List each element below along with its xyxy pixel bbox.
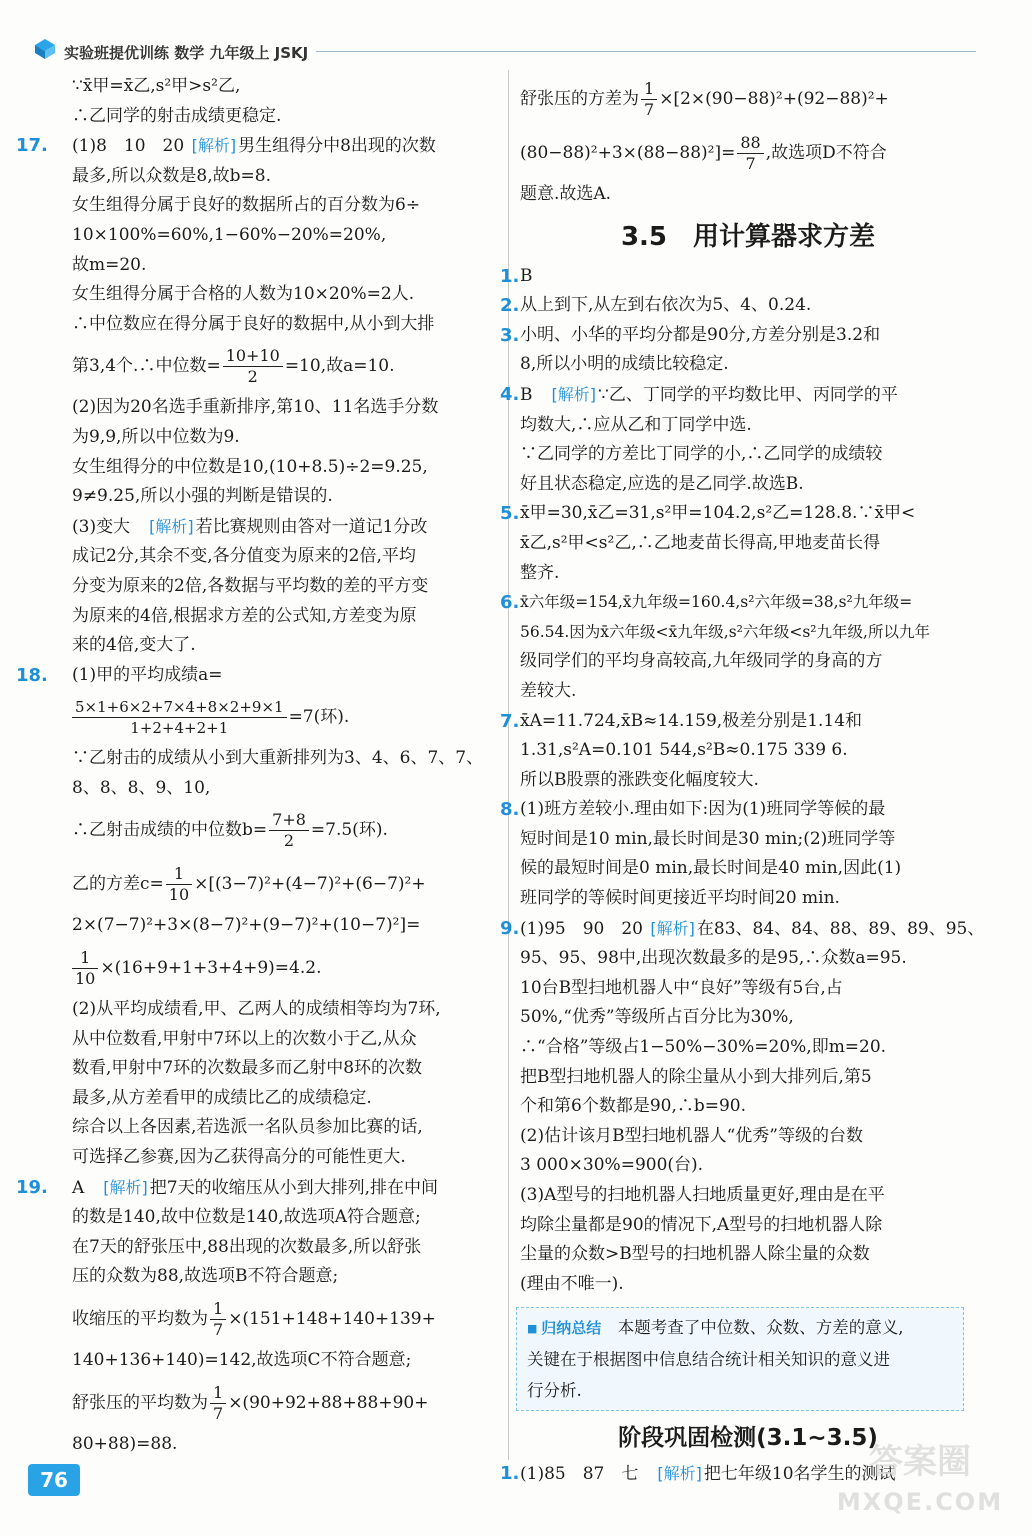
text-line: 在7天的舒张压中,88出现的次数最多,所以舒张 bbox=[72, 1236, 422, 1257]
fraction: $\frac{5\times 1+6\times 2+7\times 4+8\times 2+9\times 1}{1+2+4+2+1}$ bbox=[72, 697, 287, 738]
text-line: 3 000×30%=900(台). bbox=[520, 1155, 704, 1176]
text-line: 均除尘量都是90的情况下,A型号的扫地机器人除 bbox=[520, 1214, 883, 1235]
answer-item: 1. B bbox=[520, 262, 976, 292]
text-line: 10台B型扫地机器人中“良好”等级有5台,占 bbox=[520, 977, 843, 998]
fraction: $\frac{1}{7}$ bbox=[210, 1299, 226, 1340]
text-line: ∴“合格”等级占1−50%−30%=20%,即m=20. bbox=[520, 1037, 887, 1058]
answer-item: 1. (1)85 87 七 [ 解析 ] 把七年级10名学生的测试 bbox=[520, 1459, 976, 1490]
section-title: 阶段巩固检测(3.1~3.5) bbox=[618, 1425, 878, 1452]
text-line: 女生组得分属于良好的数据所占的百分数为6÷ bbox=[72, 195, 421, 216]
text-line: ∴乙同学的射击成绩更稳定. bbox=[72, 105, 282, 126]
text-line: 可选择乙参赛,因为乙获得高分的可能性更大. bbox=[72, 1147, 406, 1168]
question-number: 7. bbox=[500, 710, 520, 732]
mean-formula-line: 收缩压的平均数为 $\frac{1}{7}$ ×(151+148+140+139+ bbox=[72, 1299, 436, 1339]
text-line: 为9,9,所以中位数为9. bbox=[72, 426, 240, 447]
variance-formula-line: 乙的方差c= $\frac{1}{10}$ ×[(3−7)²+(4−7)²+(6−7)²+ bbox=[72, 864, 426, 905]
variance-formula-line: 舒张压的方差为 $\frac{1}{7}$ ×[2×(90−88)²+(92−88)²+ bbox=[520, 79, 889, 119]
text-line: x̄乙,s²甲<s²乙,∴乙地麦苗长得高,甲地麦苗长得 bbox=[520, 532, 881, 553]
fraction: $\frac{1}{7}$ bbox=[641, 79, 657, 120]
fraction: $\frac{7+8}{2}$ bbox=[269, 810, 309, 851]
text-line: 行分析. bbox=[527, 1381, 582, 1401]
summary-tag: ■ 归纳总结 bbox=[527, 1319, 601, 1337]
text-line: 班同学的等候时间更接近平均时间20 min. bbox=[520, 888, 840, 909]
question-number: 6. bbox=[500, 592, 520, 614]
section-title: 3.5 用计算器求方差 bbox=[620, 221, 876, 252]
fraction: $\frac{88}{7}$ bbox=[737, 133, 763, 174]
page-number: 76 bbox=[28, 1464, 80, 1496]
question-number: 18. bbox=[16, 664, 48, 686]
text-line: 9≠9.25,所以小强的判断是错误的. bbox=[72, 486, 333, 507]
text-line: 2×(7−7)²+3×(8−7)²+(9−7)²+(10−7)²]= bbox=[72, 915, 421, 936]
text-line: 来的4倍,变大了. bbox=[72, 635, 196, 656]
text-line: (理由不唯一). bbox=[520, 1273, 624, 1294]
text-line: 把B型扫地机器人的除尘量从小到大排列后,第5 bbox=[520, 1066, 872, 1087]
answer-item: 7. x̄A=11.724,x̄B≈14.159,极差分别是1.14和 bbox=[520, 707, 976, 737]
variance-result-line: (80−88)²+3×(88−88)²]= $\frac{88}{7}$ ,故选项D不符合 bbox=[520, 133, 887, 173]
watermark: 答案圈 MXQE.COM bbox=[836, 1442, 1004, 1516]
text-line: (2)估计该月B型扫地机器人“优秀”等级的台数 bbox=[520, 1125, 863, 1146]
text-line: ∴中位数应在得分属于良好的数据中,从小到大排 bbox=[72, 313, 435, 334]
text-line: 为原来的4倍,根据求方差的公式知,方差变为原 bbox=[72, 605, 417, 626]
text-line: 80+88)=88. bbox=[72, 1433, 178, 1454]
answer-item: 5. x̄甲=30,x̄乙=31,s²甲=104.2,s²乙=128.8.∵x̄甲< bbox=[520, 499, 976, 529]
text-line: 56.54.因为x̄六年级<x̄九年级,s²六年级<s²九年级,所以九年 bbox=[520, 622, 930, 641]
text-line: 数看,甲射中7环的次数最多而乙射中8环的次数 bbox=[72, 1058, 423, 1079]
mean-formula-line: 舒张压的平均数为 $\frac{1}{7}$ ×(90+92+88+88+90+ bbox=[72, 1382, 429, 1423]
left-column bbox=[16, 72, 496, 1459]
question-number: 1. bbox=[500, 1463, 520, 1485]
fraction: $\frac{1}{10}$ bbox=[72, 948, 98, 989]
text-line: 最多,从方差看甲的成绩比乙的成绩稳定. bbox=[72, 1087, 372, 1108]
text-line: 差较大. bbox=[520, 680, 577, 701]
book-title: 实验班提优训练 数学 九年级上 JSKJ bbox=[64, 44, 309, 62]
text-line: 故m=20. bbox=[72, 254, 147, 275]
analysis-tag: [ 解析 ] bbox=[648, 919, 697, 938]
question-number: 4. bbox=[500, 383, 520, 405]
text-line: 候的最短时间是0 min,最长时间是40 min,因此(1) bbox=[520, 858, 902, 879]
mean-formula-line: $\frac{5\times 1+6\times 2+7\times 4+8\times 2+9\times 1}{1+2+4+2+1}$ =7(环). bbox=[72, 690, 496, 744]
text-line: 综合以上各因素,若选派一名队员参加比赛的话, bbox=[72, 1117, 423, 1138]
fraction: $\frac{10+10}{2}$ bbox=[223, 346, 283, 387]
text-line: 女生组得分的中位数是10,(10+8.5)÷2=9.25, bbox=[72, 456, 428, 477]
text-line: 的数是140,故中位数是140,故选项A符合题意; bbox=[72, 1207, 421, 1228]
text-line: (2)因为20名选手重新排序,第10、11名选手分数 bbox=[72, 397, 439, 418]
question-17: 17. (1)8 10 20 [ 解析 ] 男生组得分中8出现的次数 最多,所以众数是8,故b=8. 女生组得分属于良好的数据所占的百分数为6÷ 10×100%=60%,1−60%−20%=20%, 故m=20. 女生组得分属于合格的人数为10×20%=2人. ∴中位数应在得分属于良好的数据中,从小到大排 第3,4个.∴中位数= $\frac{10+10}{2}$ =10,故a=10. (2)因为20名选手重新排序,第10、11名选手分数 为9,9,所以中位数为9. 女生组得分的中位数是10,(10+8.5)÷2=9.25, 9≠9.25,所以小强的判断是错误的. (3)变大 [ 解析 ] 若比赛规则由答对一道记1分改 成记2分,其余不变,各分值变为原来的2倍,平均 分变为原来的2倍,各数据与平均数的差的平方变 为原来的4倍,根据求方差的公式知,方差变为原 来的4倍,变大了. bbox=[72, 131, 496, 661]
text-line: 1.31,s²A=0.101 544,s²B≈0.175 339 6. bbox=[520, 740, 848, 761]
text-line: 个和第6个数都是90,∴b=90. bbox=[520, 1096, 747, 1117]
text-line: 压的众数为88,故选项B不符合题意; bbox=[72, 1266, 339, 1287]
analysis-tag: [ 解析 ] bbox=[550, 385, 599, 404]
analysis-tag: [ 解析 ] bbox=[147, 517, 196, 536]
text-line: 成记2分,其余不变,各分值变为原来的2倍,平均 bbox=[72, 546, 416, 567]
text-line: 从中位数看,甲射中7环以上的次数小于乙,从众 bbox=[72, 1028, 417, 1049]
text-line: ∵x̄甲=x̄乙,s²甲>s²乙, bbox=[72, 76, 241, 96]
right-column bbox=[500, 72, 985, 1490]
page-header bbox=[0, 0, 1032, 70]
analysis-tag: [ 解析 ] bbox=[655, 1464, 704, 1483]
question-number: 19. bbox=[16, 1176, 48, 1198]
text-line: 分变为原来的2倍,各数据与平均数的差的平方变 bbox=[72, 575, 429, 596]
text-line: 140+136+140)=142,故选项C不符合题意; bbox=[72, 1350, 412, 1370]
text-line: 均数大,∴应从乙和丁同学中选. bbox=[520, 414, 752, 435]
text-line: 关键在于根据图中信息结合统计相关知识的意义进 bbox=[527, 1350, 890, 1370]
question-number: 17. bbox=[16, 135, 48, 157]
summary-box: ■ 归纳总结 本题考查了中位数、众数、方差的意义, 关键在于根据图中信息结合统计相关知识的意义进 行分析. bbox=[516, 1307, 964, 1411]
text-line: 最多,所以众数是8,故b=8. bbox=[72, 165, 271, 186]
question-number: 2. bbox=[500, 295, 520, 317]
text-line: 95、95、98中,出现次数最多的是95,∴众数a=95. bbox=[520, 948, 907, 969]
variance-result-line: $\frac{1}{10}$ ×(16+9+1+3+4+9)=4.2. bbox=[72, 941, 496, 995]
text-line: (3)A型号的扫地机器人扫地质量更好,理由是在平 bbox=[520, 1185, 885, 1205]
text-line: ∵乙射击的成绩从小到大重新排列为3、4、6、7、7、 bbox=[72, 748, 484, 769]
text-line: 8,所以小明的成绩比较稳定. bbox=[520, 354, 729, 375]
question-number: 3. bbox=[500, 324, 520, 346]
answer-item: 9. (1)95 90 20 [ 解析 ] 在83、84、84、88、89、89、95、 bbox=[520, 914, 976, 945]
text-line: 10×100%=60%,1−60%−20%=20%, bbox=[72, 224, 387, 245]
text-line: 级同学们的平均身高较高,九年级同学的身高的方 bbox=[520, 651, 883, 672]
answer-item: 8. (1)班方差较小.理由如下:因为(1)班同学等候的最 bbox=[520, 795, 976, 825]
question-number: 5. bbox=[500, 503, 520, 525]
question-number: 1. bbox=[500, 265, 520, 287]
answer-item: 2. 从上到下,从左到右依次为5、4、0.24. bbox=[520, 291, 976, 321]
question-number: 8. bbox=[500, 799, 520, 821]
median-formula-line: 第3,4个.∴中位数= $\frac{10+10}{2}$ =10,故a=10. bbox=[72, 346, 395, 387]
text-line: 短时间是10 min,最长时间是30 min;(2)班同学等 bbox=[520, 828, 896, 849]
text-line: 50%,“优秀”等级所占百分比为30%, bbox=[520, 1007, 794, 1028]
analysis-tag: [ 解析 ] bbox=[190, 136, 239, 155]
fraction: $\frac{1}{7}$ bbox=[210, 1383, 226, 1424]
median-formula-line: ∴乙射击成绩的中位数b= $\frac{7+8}{2}$ =7.5(环). bbox=[72, 810, 388, 851]
text-line: 题意.故选A. bbox=[520, 184, 612, 204]
answer-item: 6. x̄六年级=154,x̄九年级=160.4,s²六年级=38,s²九年级= bbox=[520, 588, 976, 618]
text-line: 女生组得分属于合格的人数为10×20%=2人. bbox=[72, 284, 415, 305]
answer-item: 3. 小明、小华的平均分都是90分,方差分别是3.2和 bbox=[520, 321, 976, 351]
question-18: 18. (1)甲的平均成绩a= $\frac{5\times 1+6\times 2+7\times 4+8\times 2+9\times 1}{1+2+4+2+1}$ =7(环). ∵乙射击的成绩从小到大重新排列为3、4、6、7、7、 8、8、8、9、10, ∴乙射击成绩的中位数b= $\frac{7+8}{2}$ =7.5(环). 乙的方差c= $\frac{1}{10}$ ×[(3−7)²+(4−7)²+(6−7)²+ 2×(7−7)²+3×(8−7)²+(9−7)²+(10−7)²]= $\frac{1}{10}$ ×(16+9+1+3+4+9)=4.2. (2)从平均成绩看,甲、乙两人的成绩相等均为7环, 从中位数看,甲射中7环以上的次数小于乙,从众 数看,甲射中7环的次数最多而乙射中8环的次数 最多,从方差看甲的成绩比乙的成绩稳定. 综合以上各因素,若选派一名队员参加比赛的话, 可选择乙参赛,因为乙获得高分的可能性更大. bbox=[72, 661, 496, 1173]
question-number: 9. bbox=[500, 917, 520, 939]
question-19: 19. A [ 解析 ] 把7天的收缩压从小到大排列,排在中间 的数是140,故中位数是140,故选项A符合题意; 在7天的舒张压中,88出现的次数最多,所以舒张 压的众数为88,故选项B不符合题意; 收缩压的平均数为 $\frac{1}{7}$ ×(151+148+140+139+ 140+136+140)=142,故选项C不符合题意; 舒张压的平均数为 $\frac{1}{7}$ ×(90+92+88+88+90+ 80+88)=88. bbox=[72, 1173, 496, 1460]
text-line: 8、8、8、9、10, bbox=[72, 777, 211, 798]
answer-item: 4. B [ 解析 ] ∵乙、丁同学的平均数比甲、丙同学的平 bbox=[520, 380, 976, 411]
text-line: 好且状态稳定,应选的是乙同学.故选B. bbox=[520, 473, 804, 494]
fraction: $\frac{1}{10}$ bbox=[166, 864, 192, 905]
book-logo-icon bbox=[34, 38, 56, 60]
text-line: ∵乙同学的方差比丁同学的小,∴乙同学的成绩较 bbox=[520, 444, 883, 465]
analysis-tag: [ 解析 ] bbox=[101, 1178, 150, 1197]
text-line: 尘量的众数>B型号的扫地机器人除尘量的众数 bbox=[520, 1244, 870, 1265]
text-line: (2)从平均成绩看,甲、乙两人的成绩相等均为7环, bbox=[72, 999, 441, 1020]
text-line: 所以B股票的涨跌变化幅度较大. bbox=[520, 769, 759, 790]
header-rule bbox=[316, 51, 976, 52]
text-line: 整齐. bbox=[520, 562, 560, 583]
